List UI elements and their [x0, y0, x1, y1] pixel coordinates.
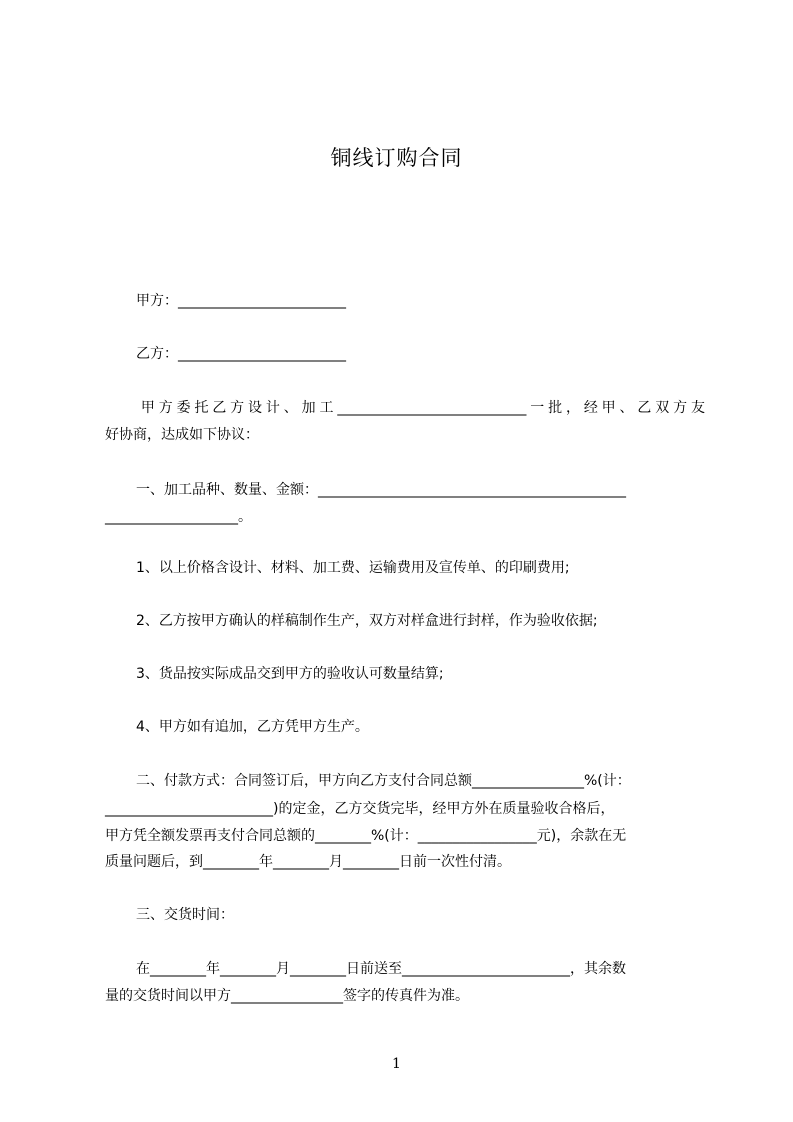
- section-2-line-3: 甲方凭全额发票再支付合同总额的________%(计：_________________元)，余款在无: [105, 828, 627, 844]
- section-3-line-1: 在________年________月________日前送至________________________，其余数: [136, 961, 626, 977]
- section-2-line-1: 二、付款方式：合同签订后，甲方向乙方支付合同总额________________%(计：: [136, 773, 631, 789]
- intro-line-2: 好协商，达成如下协议：: [105, 427, 259, 443]
- party-b-line: 乙方：________________________: [136, 346, 346, 362]
- section-2-line-4: 质量问题后，到________年________月________日前一次性付清。: [105, 854, 511, 870]
- list-item-4: 4、甲方如有追加，乙方凭甲方生产。: [136, 719, 369, 735]
- list-item-2: 2、乙方按甲方确认的样稿制作生产，双方对样盒进行封样，作为验收依据;: [136, 613, 598, 629]
- section-3-line-2: 量的交货时间以甲方________________签字的传真件为准。: [105, 988, 469, 1004]
- section-2-line-2: ________________________)的定金，乙方交货完毕，经甲方外在质量验收合格后，: [105, 801, 615, 817]
- section-1-heading: 一、加工品种、数量、金额：____________________________________________: [136, 482, 626, 498]
- intro-text-1: 甲方委托乙方设计、加工___________________________一批，经甲、乙双方友: [137, 400, 705, 416]
- list-item-1: 1、以上价格含设计、材料、加工费、运输费用及宣传单、的印刷费用;: [136, 560, 570, 576]
- section-1-continuation: ___________________。: [105, 509, 252, 525]
- party-a-line: 甲方：________________________: [136, 293, 346, 309]
- page-title: 铜线订购合同: [330, 146, 463, 170]
- page-number: 1: [392, 1056, 401, 1072]
- intro-line-1: [105, 399, 705, 417]
- section-3-heading: 三、交货时间：: [136, 907, 234, 923]
- list-item-3: 3、货品按实际成品交到甲方的验收认可数量结算;: [136, 666, 444, 682]
